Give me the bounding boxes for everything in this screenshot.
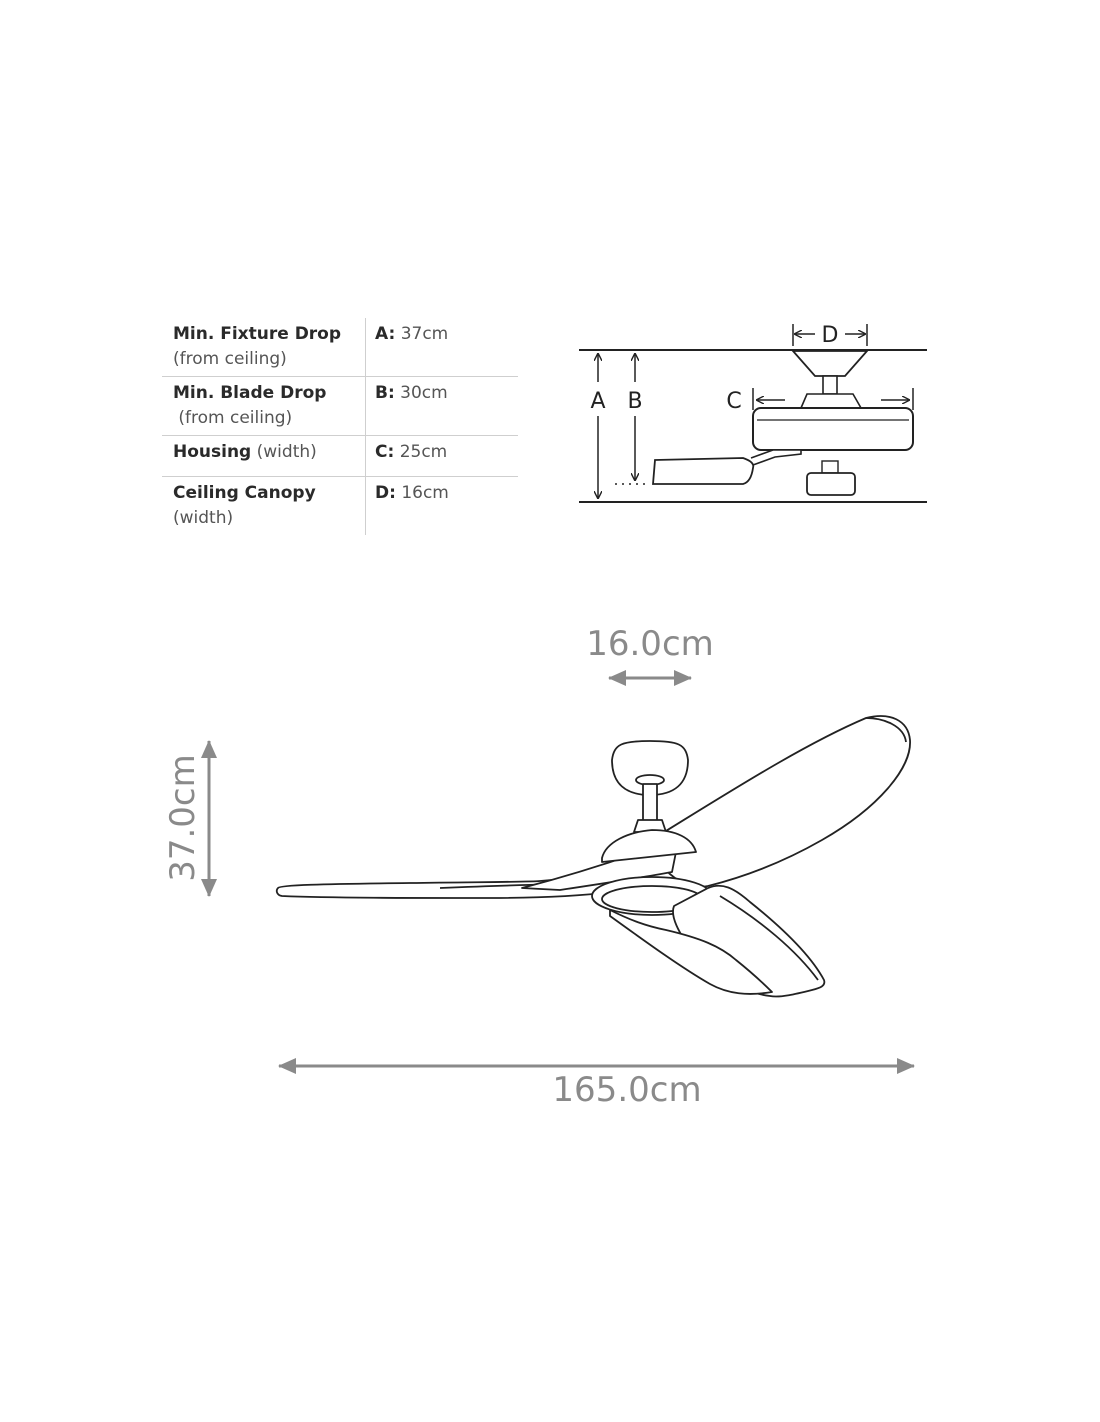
spec-value: 16cm [401, 483, 449, 503]
spec-value-cell [366, 436, 518, 476]
spec-note: (width) [173, 508, 234, 528]
schematic-canopy [793, 351, 867, 376]
spec-label: Min. Fixture Drop [173, 324, 342, 344]
spec-row-ceiling-canopy [162, 477, 518, 535]
spec-label: Ceiling Canopy [173, 483, 316, 503]
dimension-canopy-width-label: 16.0cm [586, 624, 714, 664]
spec-label-cell [162, 436, 366, 476]
spec-label: Housing [173, 442, 252, 462]
schematic-light-kit [807, 473, 855, 495]
spec-letter: B: [375, 383, 395, 403]
spec-note: (from ceiling) [178, 408, 293, 428]
spec-letter: A: [375, 324, 396, 344]
spec-value: 30cm [400, 383, 448, 403]
schematic-housing [753, 408, 913, 450]
schematic-letter-c: C [726, 389, 742, 414]
spec-table [162, 318, 518, 535]
spec-note: (width) [256, 442, 317, 462]
spec-label-cell [162, 477, 366, 535]
schematic-diagram [575, 316, 930, 508]
fan-drawing [160, 620, 940, 1110]
spec-row-fixture-drop [162, 318, 518, 377]
schematic-letter-d: D [821, 323, 839, 348]
spec-label-cell [162, 318, 366, 376]
spec-letter: C: [375, 442, 395, 462]
schematic-downrod [823, 376, 837, 394]
schematic-letter-b: B [627, 389, 643, 414]
schematic-letter-a: A [590, 389, 606, 414]
spec-label-cell [162, 377, 366, 435]
spec-row-blade-drop [162, 377, 518, 436]
fan-downrod [643, 784, 657, 822]
spec-value: 37cm [400, 324, 449, 344]
spec-value-cell [366, 318, 518, 376]
fan-illustration [277, 716, 910, 996]
spec-value-cell [366, 477, 518, 535]
schematic-blade [653, 458, 753, 484]
spec-note: (from ceiling) [173, 349, 287, 369]
spec-row-housing [162, 436, 518, 477]
fan-blade-right-upper [648, 716, 910, 887]
spec-letter: D: [375, 483, 396, 503]
spec-value: 25cm [399, 442, 448, 462]
spec-value-cell [366, 377, 518, 435]
schematic-blade-arm [751, 450, 801, 465]
schematic-light-neck [822, 461, 838, 473]
dimension-height-label: 37.0cm [163, 754, 203, 882]
schematic-motor-cap [801, 394, 861, 408]
dimension-span-label: 165.0cm [552, 1070, 702, 1110]
spec-label: Min. Blade Drop [173, 383, 327, 403]
